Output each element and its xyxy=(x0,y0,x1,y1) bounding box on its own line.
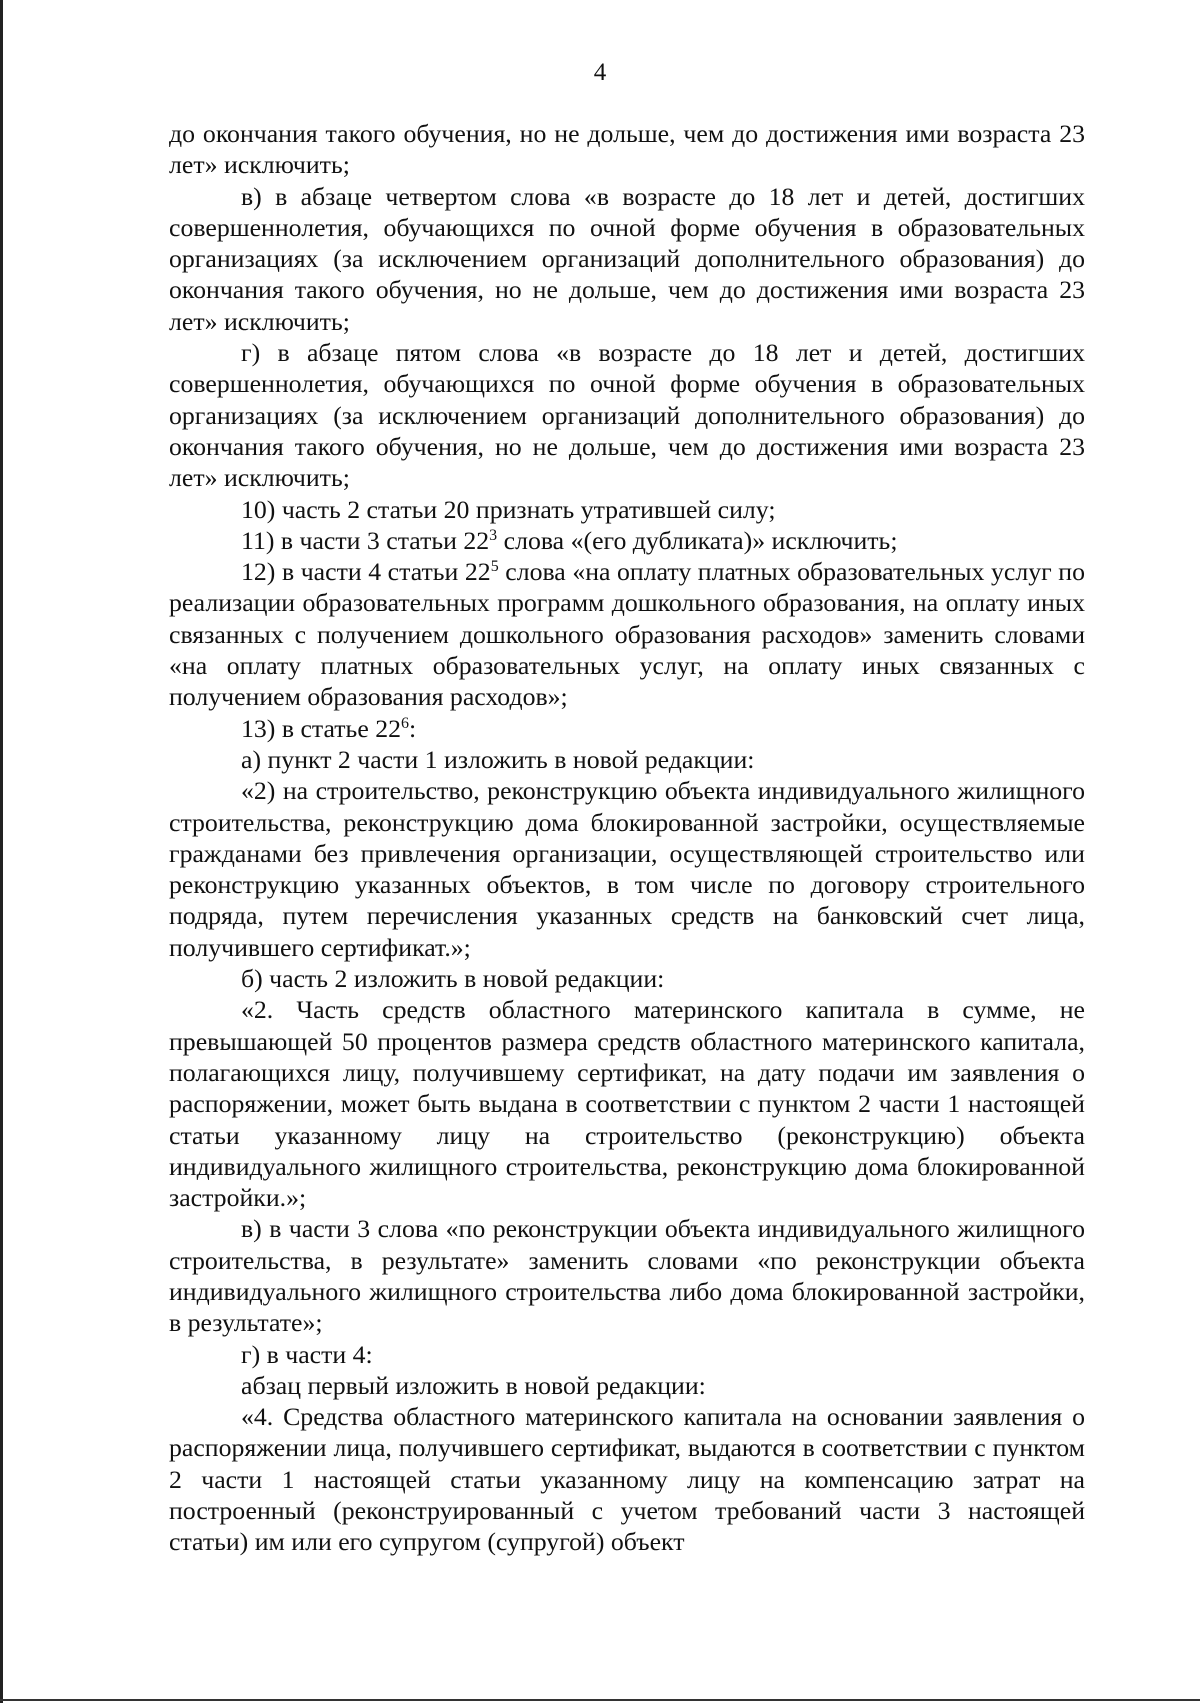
superscript-5: 5 xyxy=(490,558,499,576)
superscript-6: 6 xyxy=(401,714,410,732)
paragraph-item-g: г) в абзаце пятом слова «в возрасте до 18 лет и детей, достигших совершеннолетия, обучающихся по очной форме обучения в образовательных организациях (за исключением организаций дополнительного образования) до окончания такого обучения, но не дольше, чем до достижения ими возраста 23 лет» исключить; xyxy=(169,338,1085,493)
document-body xyxy=(169,118,1085,1558)
paragraph-item-12 xyxy=(169,556,1085,712)
paragraph-quote-part-2: «2. Часть средств областного материнского капитала в сумме, не превышающей 50 процентов размера средств областного материнского капитала, полагающихся лицу, получившему сертификат, на дату подачи им заявления о распоряжении, может быть выдана в соответствии с пунктом 2 части 1 настоящей статьи указанному лицу на строительство (реконструкцию) объекта индивидуального жилищного строительства, реконструкцию дома блокированной застройки.»; xyxy=(169,995,1085,1213)
paragraph-item-12-text: 12) в части 4 статьи 22 xyxy=(241,557,491,587)
paragraph-item-13a: а) пункт 2 части 1 изложить в новой редакции: xyxy=(241,744,755,774)
paragraph-item-13v: в) в части 3 слова «по реконструкции объекта индивидуального жилищного строительства, в результате» заменить словами «по реконструкции объекта индивидуального жилищного строительства либо дома блокированной застройки, в результате»; xyxy=(169,1214,1085,1338)
paragraph-item-13-rest: : xyxy=(409,713,417,743)
paragraph-item-v: в) в абзаце четвертом слова «в возрасте до 18 лет и детей, достигших совершеннолетия, обучающихся по очной форме обучения в образовательных организациях (за исключением организаций дополнительного образования) до окончания такого обучения, но не дольше, чем до достижения ими возраста 23 лет» исключить; xyxy=(169,181,1085,336)
scan-edge-bottom xyxy=(0,1699,1200,1701)
paragraph-quote-2: «2) на строительство, реконструкцию объекта индивидуального жилищного строительства, реконструкцию дома блокированной застройки, осуществляемые гражданами без привлечения организации, осуществляющей строительство или реконструкцию указанных объектов, в том числе по договору строительного подряда, путем перечисления указанных средств на банковский счет лица, получившего сертификат.»; xyxy=(169,776,1085,962)
paragraph-continuation: до окончания такого обучения, но не дольше, чем до достижения ими возраста 23 лет» исключить; xyxy=(169,119,1085,180)
paragraph-item-11-rest: слова «(его дубликата)» исключить; xyxy=(497,525,898,555)
paragraph-item-11-text: 11) в части 3 статьи 22 xyxy=(241,525,490,555)
scan-edge-left xyxy=(0,0,3,1703)
paragraph-item-13g: г) в части 4: xyxy=(241,1339,373,1369)
paragraph-item-10: 10) часть 2 статьи 20 признать утратившей силу; xyxy=(241,494,776,524)
paragraph-item-12-rest: слова «на оплату платных образовательных услуг по реализации образовательных программ дошкольного образования, на оплату иных связанных с получением дошкольного образования расходов» заменить словами «на оплату платных образовательных услуг, на оплату иных связанных с получением образования расходов»; xyxy=(169,557,1085,712)
page-number: 4 xyxy=(593,59,607,86)
superscript-3: 3 xyxy=(489,527,498,545)
paragraph-item-11 xyxy=(169,525,1085,556)
paragraph-item-13b: б) часть 2 изложить в новой редакции: xyxy=(241,964,665,994)
paragraph-quote-part-4: «4. Средства областного материнского капитала на основании заявления о распоряжении лица, получившего сертификат, выдаются в соответствии с пунктом 2 части 1 настоящей статьи указанному лицу на компенсацию затрат на построенный (реконструированный с учетом требований части 3 настоящей статьи) им или его супругом (супругой) объект xyxy=(169,1402,1085,1557)
paragraph-item-13-text: 13) в статье 22 xyxy=(241,713,402,743)
paragraph-abzac-first: абзац первый изложить в новой редакции: xyxy=(241,1370,706,1400)
paragraph-item-13 xyxy=(169,713,1085,744)
